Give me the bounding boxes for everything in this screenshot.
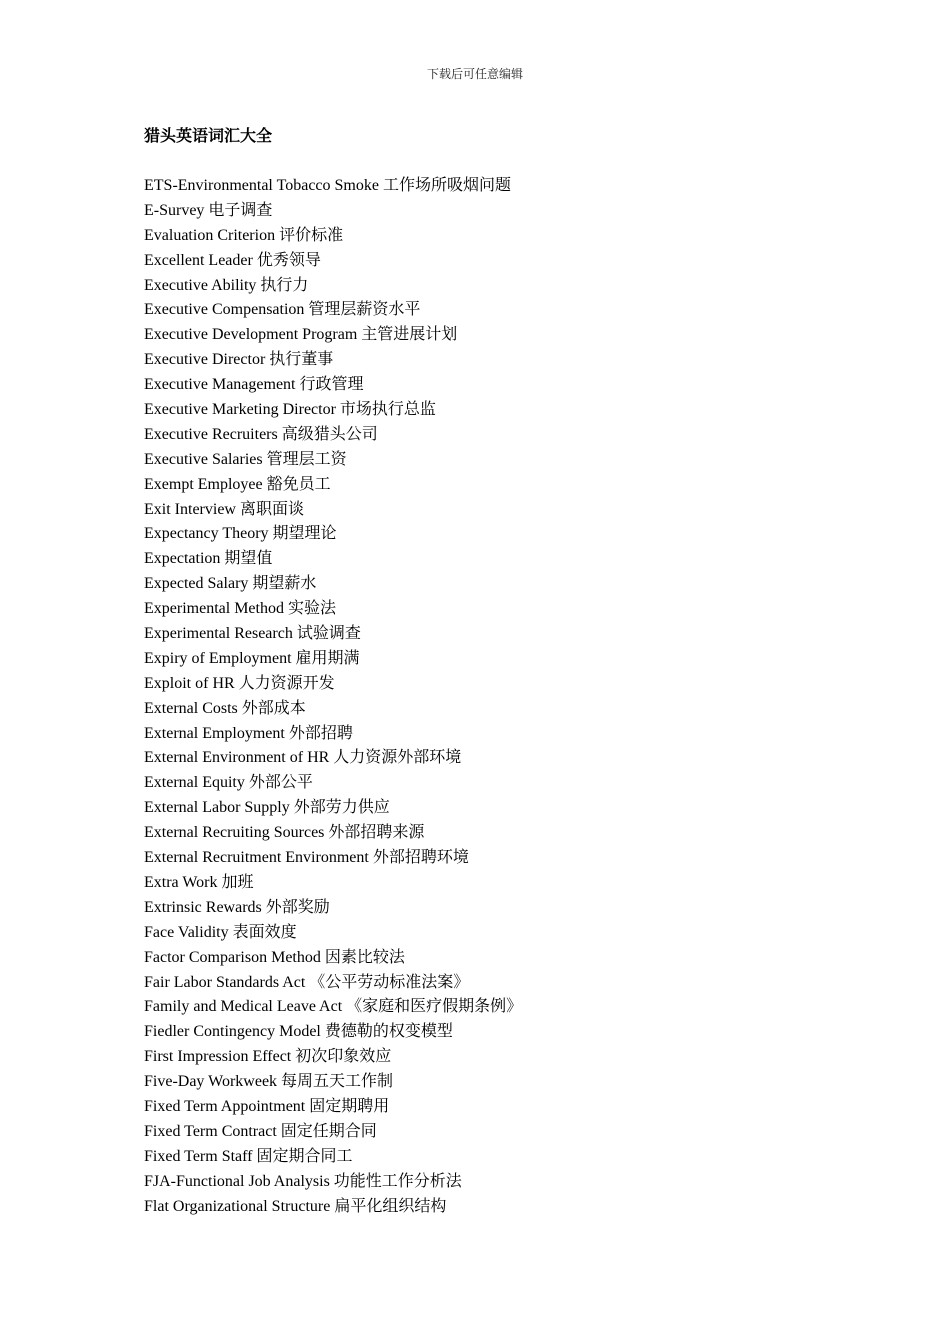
glossary-entry: Executive Marketing Director 市场执行总监	[144, 401, 436, 419]
glossary-entry: Executive Director 执行董事	[144, 351, 334, 369]
glossary-entry: Executive Management 行政管理	[144, 376, 364, 394]
glossary-entry: External Environment of HR 人力资源外部环境	[144, 749, 462, 767]
glossary-entry: Family and Medical Leave Act 《家庭和医疗假期条例》	[144, 998, 523, 1016]
glossary-entry: Fixed Term Contract 固定任期合同	[144, 1122, 377, 1140]
glossary-entry: Experimental Method 实验法	[144, 600, 336, 618]
glossary-entry: Face Validity 表面效度	[144, 923, 297, 941]
glossary-entry: Executive Recruiters 高级猎头公司	[144, 425, 378, 443]
glossary-entry: Executive Development Program 主管进展计划	[144, 326, 458, 344]
glossary-entry: External Labor Supply 外部劳力供应	[144, 799, 390, 817]
glossary-entry: Evaluation Criterion 评价标准	[144, 226, 344, 244]
page-header: 下载后可任意编辑	[426, 67, 523, 81]
glossary-entry: External Recruiting Sources 外部招聘来源	[144, 824, 425, 842]
glossary-entry: Excellent Leader 优秀领导	[144, 251, 321, 269]
glossary-entry: Fair Labor Standards Act 《公平劳动标准法案》	[144, 973, 470, 991]
glossary-entry: Executive Salaries 管理层工资	[144, 450, 347, 468]
glossary-entry: Fixed Term Staff 固定期合同工	[144, 1147, 353, 1165]
glossary-entry: Executive Ability 执行力	[144, 276, 309, 294]
glossary-entry: Five-Day Workweek 每周五天工作制	[144, 1073, 394, 1091]
glossary-entry: External Employment 外部招聘	[144, 724, 353, 742]
glossary-list	[144, 174, 522, 1219]
glossary-entry: Expectancy Theory 期望理论	[144, 525, 337, 543]
glossary-entry: E-Survey 电子调查	[144, 201, 273, 219]
glossary-entry: Expected Salary 期望薪水	[144, 575, 317, 593]
glossary-entry: External Equity 外部公平	[144, 774, 313, 792]
glossary-entry: Expectation 期望值	[144, 550, 273, 568]
glossary-entry: Extra Work 加班	[144, 873, 254, 891]
glossary-entry: External Recruitment Environment 外部招聘环境	[144, 849, 469, 867]
glossary-entry: Exempt Employee 豁免员工	[144, 475, 331, 493]
glossary-entry: Exploit of HR 人力资源开发	[144, 674, 335, 692]
glossary-entry: Executive Compensation 管理层薪资水平	[144, 301, 421, 319]
glossary-entry: Factor Comparison Method 因素比较法	[144, 948, 405, 966]
glossary-entry: Flat Organizational Structure 扁平化组织结构	[144, 1197, 447, 1215]
glossary-entry: ETS-Environmental Tobacco Smoke 工作场所吸烟问题	[144, 177, 511, 194]
glossary-entry: First Impression Effect 初次印象效应	[144, 1048, 392, 1066]
glossary-entry: External Costs 外部成本	[144, 699, 306, 717]
glossary-entry: Experimental Research 试验调查	[144, 625, 361, 643]
glossary-entry: FJA-Functional Job Analysis 功能性工作分析法	[144, 1172, 462, 1190]
glossary-entry: Expiry of Employment 雇用期满	[144, 649, 360, 667]
glossary-entry: Exit Interview 离职面谈	[144, 500, 304, 518]
glossary-entry: Fiedler Contingency Model 费德勒的权变模型	[144, 1023, 453, 1041]
document-title: 猎头英语词汇大全	[144, 128, 273, 145]
glossary-entry: Fixed Term Appointment 固定期聘用	[144, 1097, 390, 1115]
glossary-entry: Extrinsic Rewards 外部奖励	[144, 898, 330, 916]
